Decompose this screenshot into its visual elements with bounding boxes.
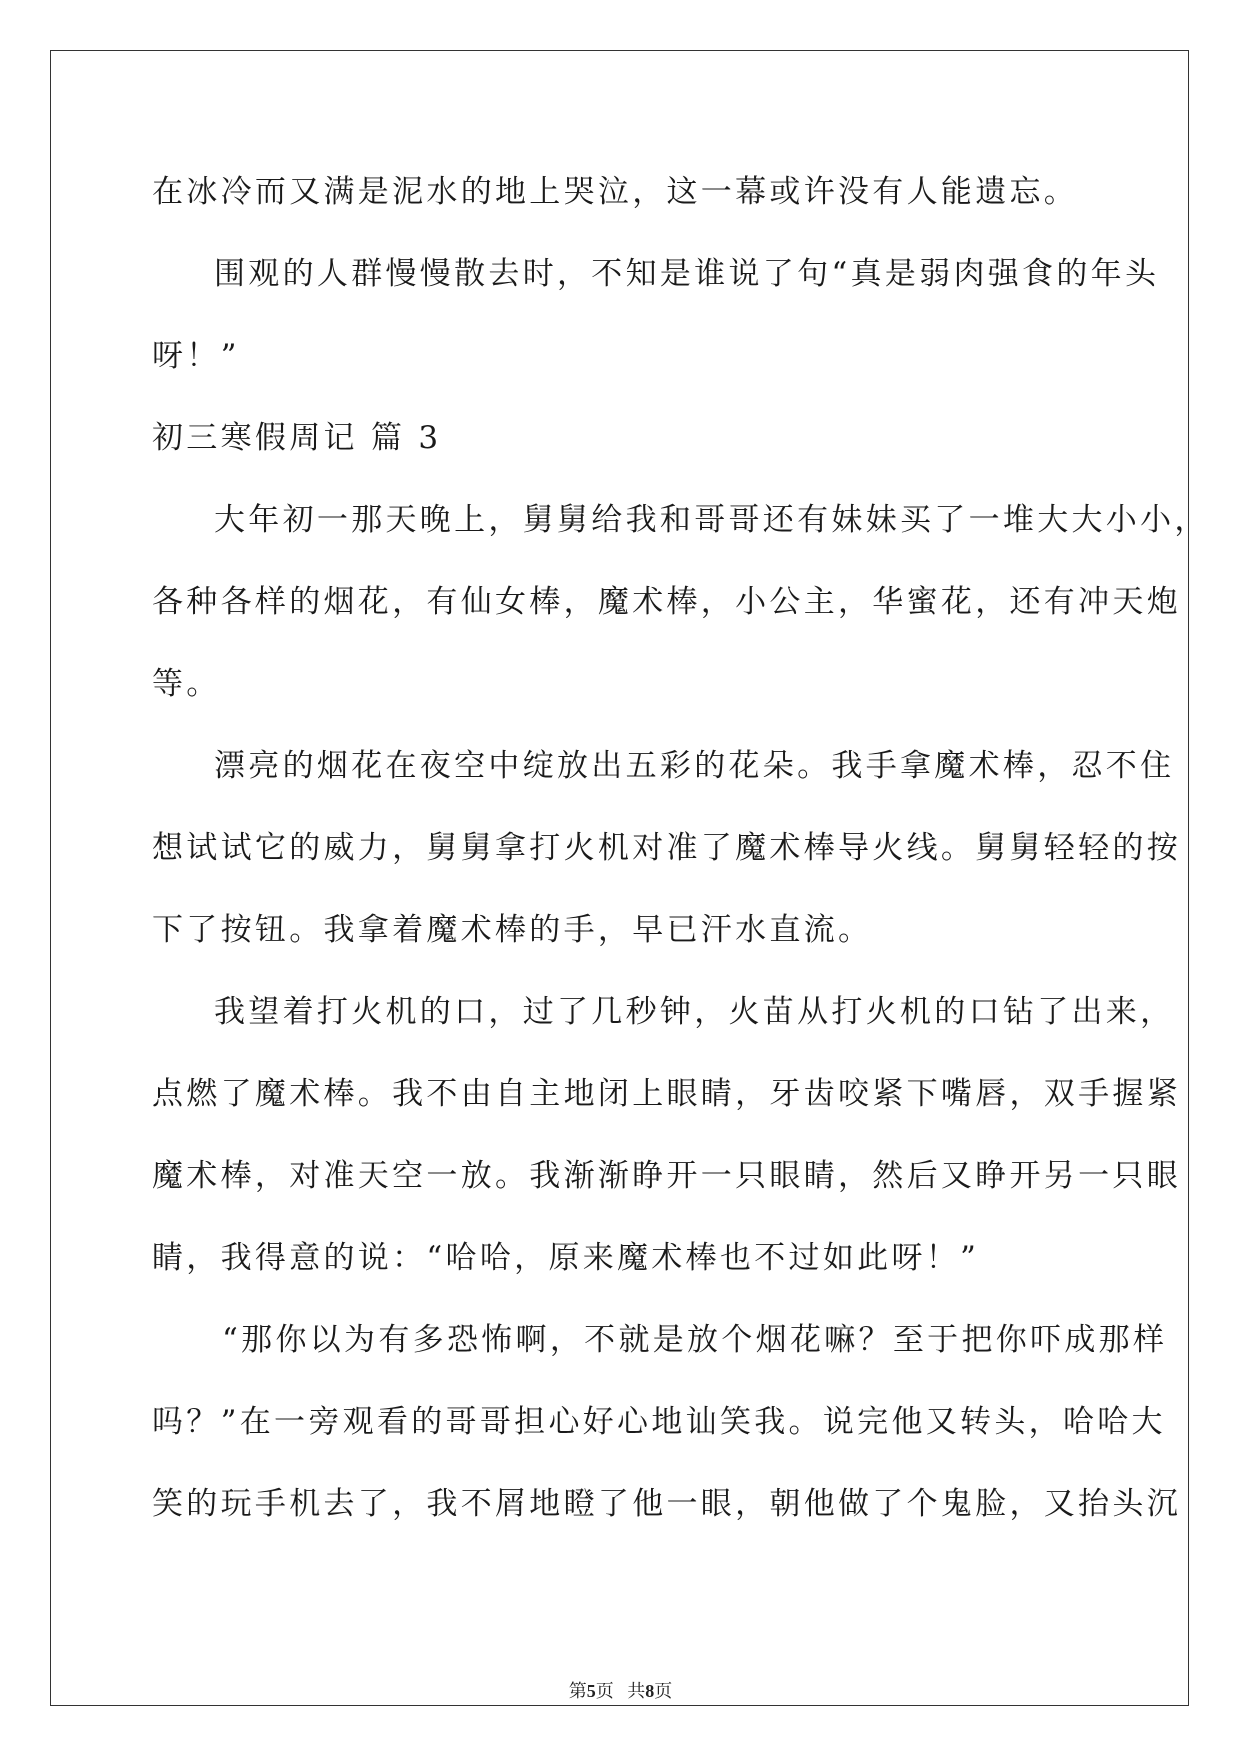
text-line: 睛，我得意的说：“哈哈，原来魔术棒也不过如此呀！”	[152, 1240, 980, 1276]
text-line: 呀！”	[152, 338, 240, 374]
footer-prefix: 第	[568, 1681, 587, 1701]
text-line: 笑的玩手机去了，我不屑地瞪了他一眼，朝他做了个鬼脸，又抬头沉	[152, 1486, 1181, 1522]
text-line: 在冰冷而又满是泥水的地上哭泣，这一幕或许没有人能遗忘。	[152, 174, 1079, 210]
page-footer	[0, 1680, 1241, 1702]
text-line: 想试试它的威力，舅舅拿打火机对准了魔术棒导火线。舅舅轻轻的按	[152, 830, 1181, 866]
text-line: 围观的人群慢慢散去时，不知是谁说了句“真是弱肉强食的年头	[214, 256, 1160, 292]
text-line: 我望着打火机的口，过了几秒钟，火苗从打火机的口钻了出来，	[214, 994, 1175, 1030]
text-line: 大年初一那天晚上，舅舅给我和哥哥还有妹妹买了一堆大大小小，	[214, 502, 1209, 538]
current-page-number: 5	[586, 1681, 596, 1701]
text-line: 魔术棒，对准天空一放。我渐渐睁开一只眼睛，然后又睁开另一只眼	[152, 1158, 1181, 1194]
text-line: 等。	[152, 666, 221, 702]
total-page-number: 8	[645, 1681, 655, 1701]
footer-mid: 页 共	[595, 1681, 646, 1701]
section-heading: 初三寒假周记 篇 3	[152, 420, 442, 456]
text-line: 下了按钮。我拿着魔术棒的手，早已汗水直流。	[152, 912, 873, 948]
text-line: “那你以为有多恐怖啊，不就是放个烟花嘛？至于把你吓成那样	[222, 1322, 1168, 1358]
text-line: 漂亮的烟花在夜空中绽放出五彩的花朵。我手拿魔术棒，忍不住	[214, 748, 1175, 784]
text-line: 点燃了魔术棒。我不由自主地闭上眼睛，牙齿咬紧下嘴唇，双手握紧	[152, 1076, 1181, 1112]
page-border	[50, 50, 1189, 1706]
text-line: 吗？”在一旁观看的哥哥担心好心地讪笑我。说完他又转头，哈哈大	[152, 1404, 1166, 1440]
text-line: 各种各样的烟花，有仙女棒，魔术棒，小公主，华蜜花，还有冲天炮	[152, 584, 1181, 620]
footer-suffix: 页	[654, 1681, 673, 1701]
